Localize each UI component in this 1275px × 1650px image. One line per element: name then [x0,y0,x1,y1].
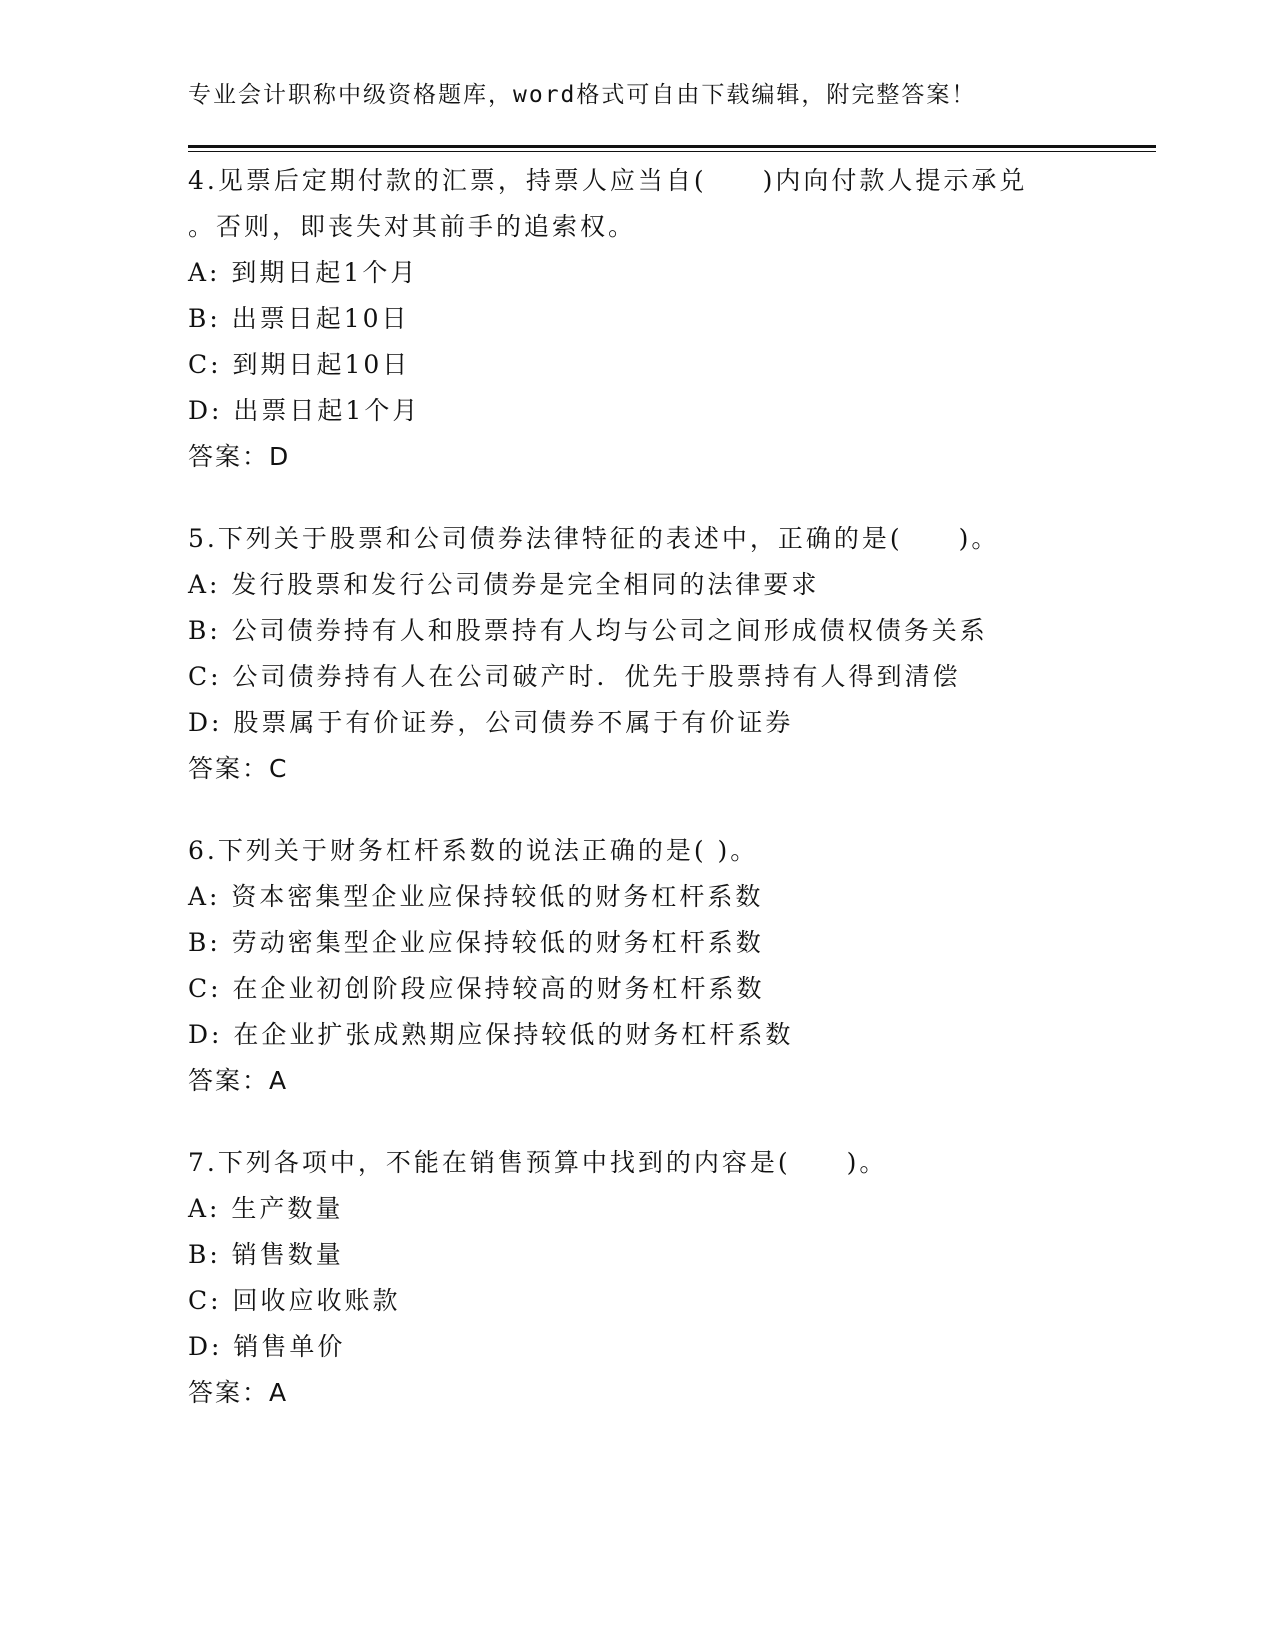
option-b: B: 公司债券持有人和股票持有人均与公司之间形成债权债务关系 [188,616,988,645]
question-stem: 4.见票后定期付款的汇票，持票人应当自( )内向付款人提示承兑 [188,166,1028,195]
option-d: D: 在企业扩张成熟期应保持较低的财务杠杆系数 [188,1020,794,1049]
option-d: D: 销售单价 [188,1332,346,1361]
option-a: A: 资本密集型企业应保持较低的财务杠杆系数 [188,882,764,911]
answer-label: 答案：A [188,1066,289,1095]
option-b: B: 出票日起10日 [188,304,410,333]
question-6 [188,828,1148,1104]
question-4 [188,158,1148,480]
question-7 [188,1140,1148,1416]
option-c: C: 公司债券持有人在公司破产时．优先于股票持有人得到清偿 [188,662,961,691]
question-list [188,158,1148,1452]
option-c: C: 回收应收账款 [188,1286,401,1315]
page-header: 专业会计职称中级资格题库，word格式可自由下载编辑，附完整答案！ [188,82,977,108]
question-stem: 。否则，即丧失对其前手的追索权。 [188,212,637,241]
option-c: C: 在企业初创阶段应保持较高的财务杠杆系数 [188,974,765,1003]
header-divider [188,145,1156,148]
option-b: B: 劳动密集型企业应保持较低的财务杠杆系数 [188,928,764,957]
answer-label: 答案：A [188,1378,289,1407]
header-divider-thin [188,151,1156,152]
question-stem: 7.下列各项中，不能在销售预算中找到的内容是( )。 [188,1148,888,1177]
option-a: A: 到期日起1个月 [188,258,419,287]
answer-label: 答案：C [188,754,289,783]
question-5 [188,516,1148,792]
option-d: D: 股票属于有价证券，公司债券不属于有价证券 [188,708,794,737]
option-a: A: 生产数量 [188,1194,344,1223]
option-c: C: 到期日起10日 [188,350,411,379]
option-d: D: 出票日起1个月 [188,396,421,425]
answer-label: 答案：D [188,442,291,471]
question-stem: 5.下列关于股票和公司债券法律特征的表述中，正确的是( )。 [188,524,1000,553]
option-a: A: 发行股票和发行公司债券是完全相同的法律要求 [188,570,820,599]
question-stem: 6.下列关于财务杠杆系数的说法正确的是( )。 [188,836,759,865]
option-b: B: 销售数量 [188,1240,344,1269]
